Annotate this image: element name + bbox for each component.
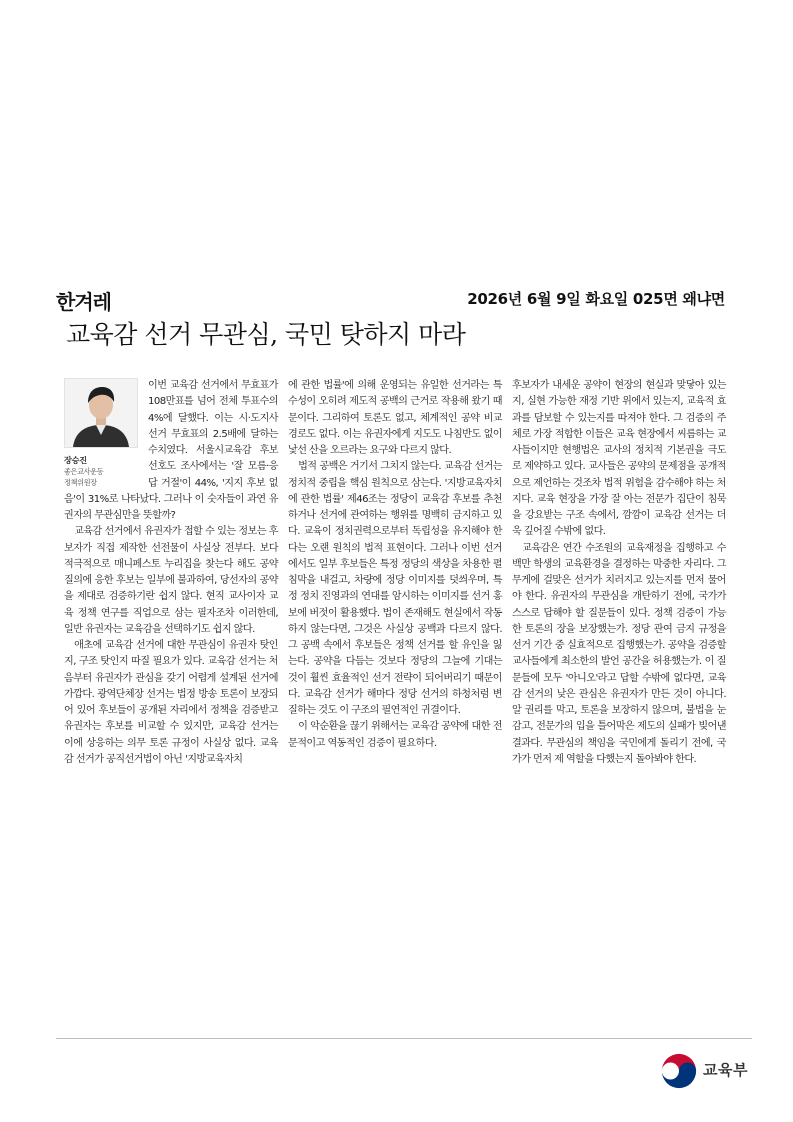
paragraph: 법적 공백은 거기서 그치지 않는다. 교육감 선거는 정치적 중립을 핵심 원칙으로 삼는다. '지방교육자치에 관한 법률' 제46조는 정당이 교육감 후보를 추천하거나 선거에 관여하는 행위를 명백히 금지하고 있다. 교육이 정치권력으로부터 독립성을 유지해야 한다는 오랜 원칙의 법적 표현이다. 그러나 이번 선거에서도 일부 후보들은 특정 정당의 색상을 차용한 펼침막을 내걸고, 차량에 정당 이미지를 덧씌우며, 특정 정치 진영과의 연대를 암시하는 이미지를 선거 홍보에 버젓이 활용했다. 법이 존재해도 현실에서 작동하지 않는다면, 그것은 사실상 공백과 다르지 않다. 그 공백 속에서 후보들은 정책 선거를 할 유인을 잃는다. 공약을 다듬는 것보다 정당의 그늘에 기대는 것이 훨씬 효율적인 선거 전략이 되어버리기 때문이다. 교육감 선거가 해마다 정당 선거의 하청처럼 변질하는 것도 이 구조의 필연적인 귀결이다. [288,461,502,716]
paragraph: 후보자가 내세운 공약이 현장의 현실과 맞닿아 있는지, 실현 가능한 재정 기반 위에서 있는지, 교육적 효과를 담보할 수 있는지를 따져야 한다. 그 검증의 주체로 가장 적합한 이들은 교육 현장에서 씨름하는 교사들이지만 현행법은 교사의 정치적 기본권을 극도로 제약하고 있다. 교사들은 공약의 문제점을 공개적으로 제언하는 것조차 법적 위험을 감수해야 하는 처지다. 교육 현장을 가장 잘 아는 전문가 집단이 침묵을 강요받는 구조 속에서, 깜깜이 교육감 선거는 더욱 깊어질 수밖에 없다. [512,380,726,538]
newspaper-logo: 한겨레 [56,290,111,314]
paragraph: 애초에 교육감 선거에 대한 무관심이 유권자 탓인지, 구조 탓인지 따질 필요가 있다. 교육감 선거는 처음부터 유권자가 관심을 갖기 어렵게 설계된 선거에 가깝다. 광역단체장 선거는 법정 방송 토론이 보장되어 있어 후보들이 공개된 자리에서 정책을 검증받고 유권자는 후보를 비교할 수 있지만, 교육감 선거는 이에 상응하는 의무 토론 규정이 사실상 없다. 교육감 선거가 공직선거법이 아닌 '지방교육자치 [64,640,278,765]
author-title: 정책위원장 [64,478,97,487]
paragraph: 이 악순환을 끊기 위해서는 교육감 공약에 대한 전문적이고 역동적인 검증이 필요하다. [288,721,502,749]
ministry-name: 교육부 [703,1061,748,1079]
dateline: 2026년 6월 9일 화요일 025면 왜냐면 [467,290,725,308]
footer-divider [56,1038,752,1039]
author-portrait-icon [65,379,137,447]
paragraph: 교육감은 연간 수조원의 교육재정을 집행하고 수백만 학생의 교육환경을 결정하는 막중한 자리다. 그 무게에 걸맞은 선거가 치러지고 있는지를 먼저 물어야 한다. 유권자의 무관심을 개탄하기 전에, 국가가 스스로 답해야 할 질문들이 있다. 정책 검증이 가능한 토론의 장을 보장했는가. 정당 관여 금지 규정을 선거 기간 중 실효적으로 집행했는가. 공약을 검증할 교사들에게 최소한의 발언 공간을 허용했는가. 이 질문들에 모두 '아니오'라고 답할 수밖에 없다면, 교육감 선거의 낮은 관심은 유권자가 만든 것이 아니다. 알 권리를 막고, 토론을 보장하지 않으며, 불법을 눈감고, 전문가의 입을 틀어막은 제도의 실패가 빚어낸 결과다. 무관심의 책임을 국민에게 돌리기 전에, 국가가 먼저 제 역할을 다했는지 돌아봐야 한다. [512,542,726,765]
paragraph: 에 관한 법률'에 의해 운영되는 유일한 선거라는 특수성이 오히려 제도적 공백의 근거로 작용해 왔기 때문이다. 그리하여 토론도 없고, 체계적인 공약 비교 경로도 없다. 이는 유권자에게 지도도 나침반도 없이 낯선 산을 오르라는 요구와 다르지 않다. [288,380,502,456]
paragraph: 이번 교육감 선거에서 무효표가 108만표를 넘어 전체 투표수의 4%에 달했다. 이는 시·도지사 선거 무효표의 2.5배에 달하는 수치였다. 서울시교육감 후보 선호도 조사에서는 '잘 모름·응답 거절'이 44%, '지지 후보 없음'이 31%로 나타났다. 그러나 이 숫자들이 과연 유권자의 무관심만을 뜻할까? [64,380,278,521]
author-name: 장승진 [64,455,87,465]
article-column-3 [512,378,726,768]
article-headline: 교육감 선거 무관심, 국민 탓하지 마라 [66,320,466,349]
author-org: 좋은교사운동 [64,467,104,476]
article-column-1 [64,378,278,768]
paragraph: 교육감 선거에서 유권자가 접할 수 있는 정보는 후보자가 직접 제작한 선전물이 사실상 전부다. 보다 적극적으로 매니페스토 누리집을 찾는다 해도 공약 질의에 응한 후보는 일부에 불과하여, 당선자의 공약을 제대로 검증하기란 쉽지 않다. 현직 교사이자 교육 정책 연구를 직업으로 삼는 필자조차 이러한데, 일반 유권자는 교육감을 선택하기도 쉽지 않다. [64,526,278,635]
author-block [64,378,142,488]
taegeuk-emblem-icon [660,1052,698,1090]
author-photo [64,378,138,448]
article-column-2 [288,378,502,752]
